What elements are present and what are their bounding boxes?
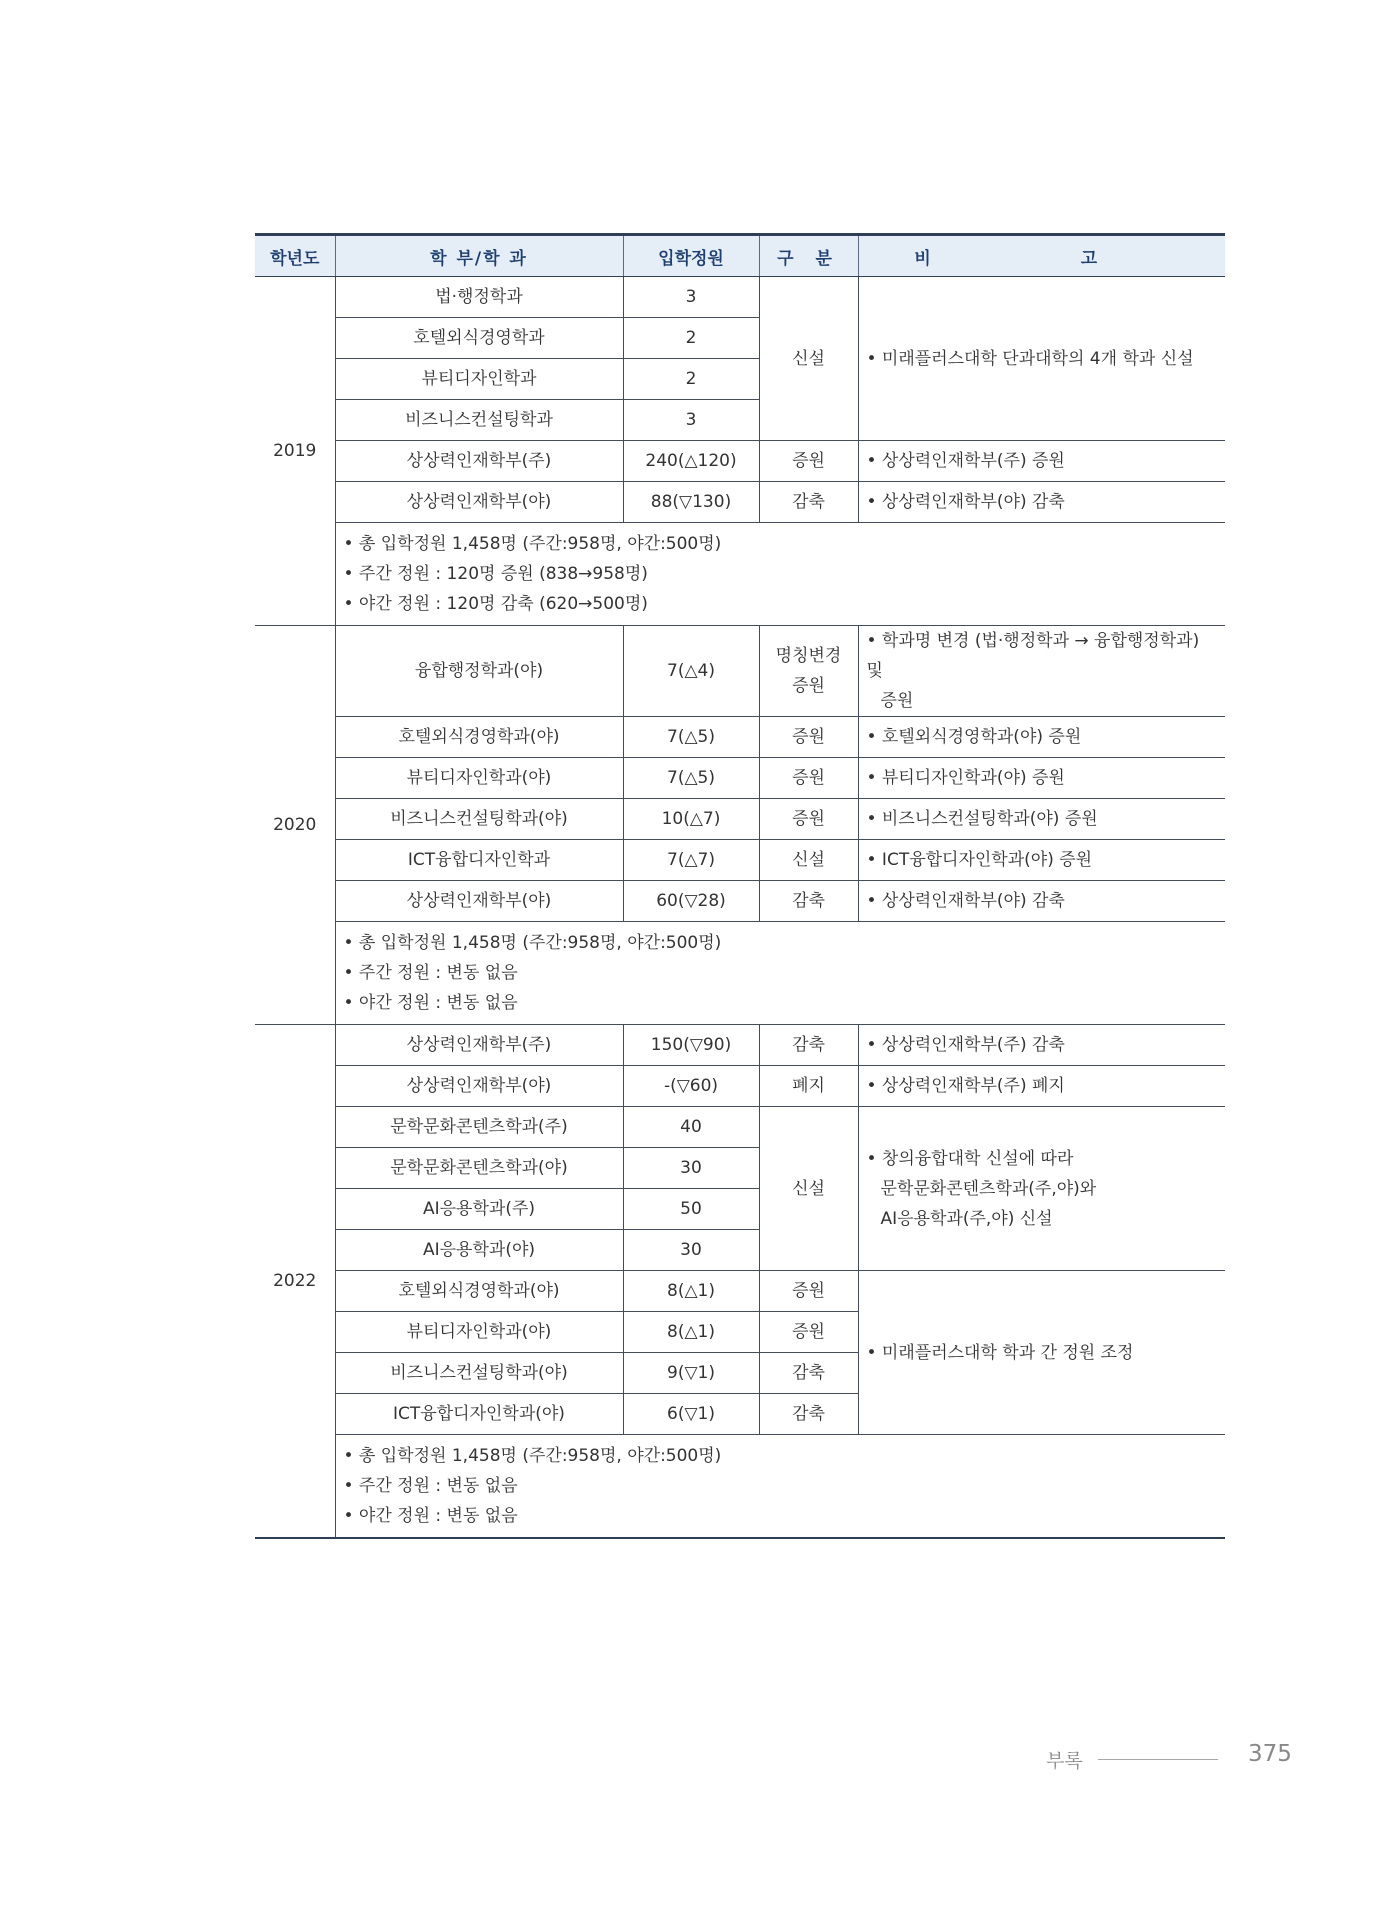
summary-line: • 야간 정원 : 120명 감축 (620→500명): [343, 594, 648, 614]
dept-cell: 융합행정학과(야): [335, 626, 623, 717]
summary-row: [255, 1435, 1225, 1539]
dept-cell: 상상력인재학부(주): [335, 441, 623, 482]
type-cell: 증원: [759, 441, 858, 482]
note-cell: • 상상력인재학부(야) 감축: [858, 482, 1225, 523]
table-row: [255, 881, 1225, 922]
quota-cell: 3: [623, 277, 759, 318]
quota-cell: 7(△5): [623, 758, 759, 799]
year-cell: 2020: [255, 626, 335, 1025]
type-cell: 감축: [759, 1394, 858, 1435]
dept-cell: 호텔외식경영학과(야): [335, 1271, 623, 1312]
summary-line: • 야간 정원 : 변동 없음: [343, 993, 518, 1013]
dept-cell: 뷰티디자인학과(야): [335, 1312, 623, 1353]
header-year: 학년도: [255, 235, 335, 277]
dept-cell: AI응용학과(야): [335, 1230, 623, 1271]
quota-cell: 60(▽28): [623, 881, 759, 922]
note-cell: • 뷰티디자인학과(야) 증원: [858, 758, 1225, 799]
quota-cell: 7(△5): [623, 717, 759, 758]
footer-section-label: 부록: [1046, 1750, 1083, 1772]
dept-cell: 문학문화콘텐츠학과(주): [335, 1107, 623, 1148]
dept-cell: 상상력인재학부(야): [335, 482, 623, 523]
summary-cell: [335, 1435, 1225, 1539]
table-header-row: [255, 235, 1225, 277]
dept-cell: 뷰티디자인학과(야): [335, 758, 623, 799]
summary-line: • 주간 정원 : 변동 없음: [343, 1476, 518, 1496]
summary-row: [255, 922, 1225, 1025]
header-dept: 학 부/학 과: [335, 235, 623, 277]
summary-line: • 총 입학정원 1,458명 (주간:958명, 야간:500명): [343, 1446, 722, 1466]
dept-cell: 상상력인재학부(주): [335, 1025, 623, 1066]
note-cell: • 비즈니스컨설팅학과(야) 증원: [858, 799, 1225, 840]
table-row: [255, 758, 1225, 799]
dept-cell: 뷰티디자인학과: [335, 359, 623, 400]
note-cell: • ICT융합디자인학과(야) 증원: [858, 840, 1225, 881]
note-cell: [858, 1107, 1225, 1271]
table-row: [255, 840, 1225, 881]
quota-cell: 3: [623, 400, 759, 441]
summary-cell: [335, 922, 1225, 1025]
dept-cell: 문학문화콘텐츠학과(야): [335, 1148, 623, 1189]
table-row: [255, 1107, 1225, 1148]
note-cell: [858, 626, 1225, 717]
quota-cell: 6(▽1): [623, 1394, 759, 1435]
type-cell: 신설: [759, 840, 858, 881]
dept-cell: 비즈니스컨설팅학과(야): [335, 1353, 623, 1394]
header-quota: 입학정원: [623, 235, 759, 277]
quota-cell: 240(△120): [623, 441, 759, 482]
note-cell: • 상상력인재학부(주) 감축: [858, 1025, 1225, 1066]
note-line: • 창의융합대학 신설에 따라: [866, 1148, 1074, 1169]
quota-cell: -(▽60): [623, 1066, 759, 1107]
quota-cell: 7(△4): [623, 626, 759, 717]
quota-cell: 88(▽130): [623, 482, 759, 523]
quota-cell: 30: [623, 1230, 759, 1271]
quota-cell: 40: [623, 1107, 759, 1148]
type-cell: 감축: [759, 1025, 858, 1066]
note-cell: • 미래플러스대학 단과대학의 4개 학과 신설: [858, 277, 1225, 441]
summary-line: • 총 입학정원 1,458명 (주간:958명, 야간:500명): [343, 534, 722, 554]
dept-cell: 법·행정학과: [335, 277, 623, 318]
type-cell: [759, 626, 858, 717]
table-row: [255, 482, 1225, 523]
note-cell: • 상상력인재학부(주) 폐지: [858, 1066, 1225, 1107]
quota-cell: 50: [623, 1189, 759, 1230]
type-cell: 신설: [759, 277, 858, 441]
note-cell: • 호텔외식경영학과(야) 증원: [858, 717, 1225, 758]
table-row: [255, 799, 1225, 840]
quota-cell: 9(▽1): [623, 1353, 759, 1394]
dept-cell: ICT융합디자인학과: [335, 840, 623, 881]
type-cell: 증원: [759, 758, 858, 799]
summary-line: • 야간 정원 : 변동 없음: [343, 1506, 518, 1526]
note-cell: • 미래플러스대학 학과 간 정원 조정: [858, 1271, 1225, 1435]
quota-cell: 30: [623, 1148, 759, 1189]
summary-cell: [335, 523, 1225, 626]
summary-line: • 주간 정원 : 변동 없음: [343, 963, 518, 983]
summary-line: • 총 입학정원 1,458명 (주간:958명, 야간:500명): [343, 933, 722, 953]
type-cell: 증원: [759, 1271, 858, 1312]
table-row: [255, 1025, 1225, 1066]
dept-cell: 상상력인재학부(야): [335, 1066, 623, 1107]
dept-cell: 비즈니스컨설팅학과(야): [335, 799, 623, 840]
summary-line: • 주간 정원 : 120명 증원 (838→958명): [343, 564, 648, 584]
type-cell: 감축: [759, 881, 858, 922]
page-number: 375: [1248, 1741, 1292, 1767]
quota-cell: 10(△7): [623, 799, 759, 840]
table-row: [255, 441, 1225, 482]
summary-row: [255, 523, 1225, 626]
dept-cell: ICT융합디자인학과(야): [335, 1394, 623, 1435]
dept-cell: 비즈니스컨설팅학과: [335, 400, 623, 441]
note-line: AI응용학과(주,야) 신설: [880, 1208, 1053, 1229]
type-line: 명칭변경: [775, 646, 842, 666]
table-row: [255, 717, 1225, 758]
header-type: 구 분: [759, 235, 858, 277]
quota-cell: 2: [623, 359, 759, 400]
quota-cell: 8(△1): [623, 1271, 759, 1312]
note-line: 문학문화콘텐츠학과(주,야)와: [880, 1178, 1097, 1199]
dept-cell: 상상력인재학부(야): [335, 881, 623, 922]
note-cell: • 상상력인재학부(주) 증원: [858, 441, 1225, 482]
type-cell: 증원: [759, 799, 858, 840]
table-row: [255, 626, 1225, 717]
quota-cell: 2: [623, 318, 759, 359]
table-row: [255, 277, 1225, 318]
type-line: 증원: [792, 676, 825, 696]
type-cell: 증원: [759, 1312, 858, 1353]
note-line: • 학과명 변경 (법·행정학과 → 융합행정학과) 및: [866, 631, 1200, 681]
note-cell: • 상상력인재학부(야) 감축: [858, 881, 1225, 922]
table-row: [255, 1271, 1225, 1312]
type-cell: 폐지: [759, 1066, 858, 1107]
type-cell: 증원: [759, 717, 858, 758]
quota-cell: 7(△7): [623, 840, 759, 881]
note-line: 증원: [880, 691, 914, 711]
header-note: 비 고: [858, 235, 1225, 277]
quota-cell: 8(△1): [623, 1312, 759, 1353]
type-cell: 감축: [759, 1353, 858, 1394]
dept-cell: AI응용학과(주): [335, 1189, 623, 1230]
footer-divider: [1098, 1759, 1218, 1760]
table-row: [255, 1066, 1225, 1107]
year-cell: 2019: [255, 277, 335, 626]
dept-cell: 호텔외식경영학과: [335, 318, 623, 359]
year-cell: 2022: [255, 1025, 335, 1539]
quota-cell: 150(▽90): [623, 1025, 759, 1066]
type-cell: 감축: [759, 482, 858, 523]
type-cell: 신설: [759, 1107, 858, 1271]
admission-quota-table: [255, 233, 1225, 1539]
dept-cell: 호텔외식경영학과(야): [335, 717, 623, 758]
